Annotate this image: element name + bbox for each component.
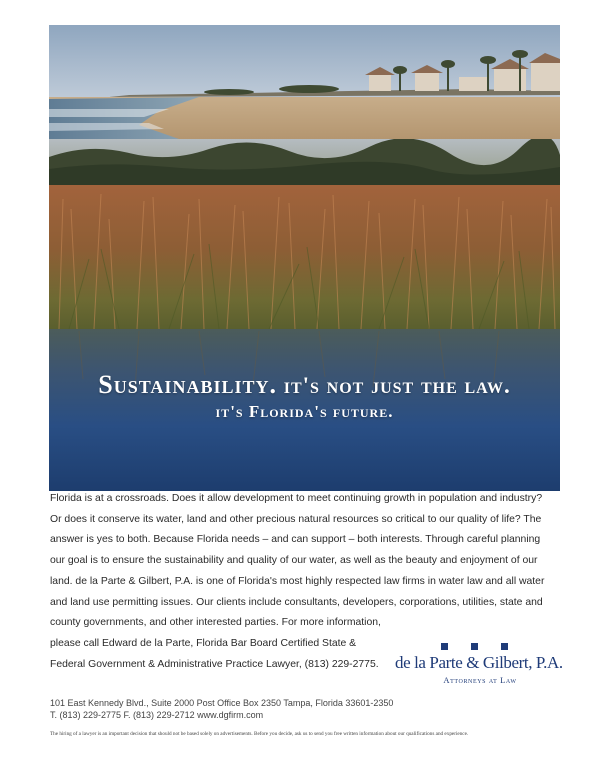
headline-line1-rest: it's not just the law. [283, 373, 511, 398]
body-line: please call Edward de la Parte, Florida Bar Board Certified State & [50, 637, 357, 649]
body-line: answer is yes to both. Because Florida needs – and can support – both interests. Through careful planning [50, 534, 541, 546]
body-line: Florida is at a crossroads. Does it allow development to meet continuing growth in population and industry? [50, 493, 543, 504]
headline [49, 370, 560, 423]
marsh-photo [49, 139, 560, 491]
beach-photo [49, 25, 560, 139]
body-line: county governments, and other interested parties. For more information, [50, 617, 381, 629]
firm-tagline: Attorneys at Law [443, 675, 517, 685]
headline-keyword: Sustainability. [98, 370, 277, 399]
address-line: 101 East Kennedy Blvd., Suite 2000 Post Office Box 2350 Tampa, Florida 33601-2350 [50, 698, 394, 708]
phone-fax-web-line: T. (813) 229-2775 F. (813) 229-2712 www.dgfirm.com [50, 710, 264, 720]
body-line: land. de la Parte & Gilbert, P.A. is one of Florida's most highly respected law firms in water law and all water [50, 575, 545, 587]
body-line: Federal Government & Administrative Practice Lawyer, (813) 229-2775. [50, 658, 379, 670]
headline-line2: it's Florida's future. [215, 402, 394, 421]
legal-disclaimer: The hiring of a lawyer is an important decision that should not be based solely on advertisements. Before you decide, ask us to send you free written information about our qualifications and experience. [50, 731, 469, 737]
body-line: our goal is to ensure the sustainability and quality of our water, as well as the beauty and enjoyment of our [50, 555, 538, 567]
contact-address [50, 697, 450, 721]
body-line: and land use permitting issues. Our clients include consultants, developers, corporations, utilities, state and [50, 596, 543, 608]
firm-name: de la Parte & Gilbert, P.A. [395, 653, 563, 672]
body-line: Or does it conserve its water, land and other precious natural resources so critical to our quality of life? The [50, 513, 542, 525]
logo-squares-icon [441, 643, 511, 650]
